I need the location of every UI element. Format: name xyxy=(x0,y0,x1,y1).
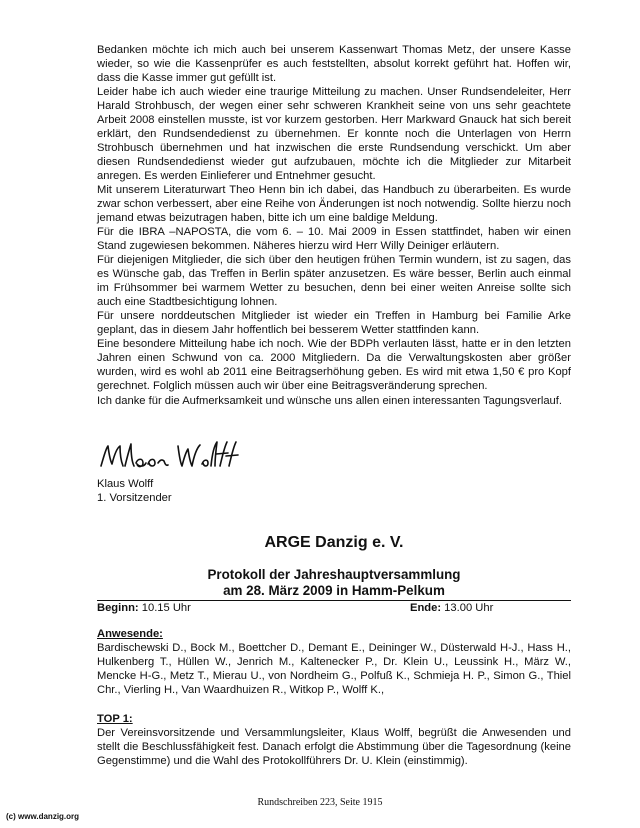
paragraph-handbook: Mit unserem Literaturwart Theo Henn bin ich dabei, das Handbuch zu überarbeiten. Es wurde zwar schon verbessert, aber eine Reihe von Änderungen ist noch notwendig. Sollte hierzu noch jemand etwas beizutragen haben, bitte ich um eine baldige Meldung. xyxy=(97,184,571,224)
begin-value: 10.15 Uhr xyxy=(138,602,191,614)
handwritten-signature xyxy=(98,436,248,478)
copyright-notice: (c) www.danzig.org xyxy=(6,812,80,821)
paragraph-ibra: Für die IBRA –NAPOSTA, die vom 6. – 10. Mai 2009 in Essen stattfindet, haben wir einen Stand zugewiesen bekommen. Näheres hierzu wird Herr Willy Deiniger erläutern. xyxy=(97,226,571,252)
paragraph-bdph: Eine besondere Mitteilung habe ich noch. Wie der BDPh verlauten lässt, hatte er in den letzten Jahren einen Schwund von ca. 2000 Mitgliedern. Da die Verwaltungskosten aber größer wurden, wird es wohl ab 2011 eine Beitragserhöhung geben. Es wird mit etwa 1,50 € pro Kopf gerechnet. Folglich müssen auch wir über eine Beitragsveränderung sprechen. xyxy=(97,338,571,392)
signature-text: Klaus Wolff xyxy=(98,477,103,478)
attendees-heading: Anwesende: xyxy=(97,628,163,640)
paragraph-treasurer: Bedanken möchte ich mich auch bei unserem Kassenwart Thomas Metz, der unsere Kasse wieder, so wie die Kassenprüfer es auch feststellten, absolut korrekt geführt hat. Hoffen wir, dass die Kasse immer gut gefüllt ist. xyxy=(97,44,571,84)
end-label: Ende: xyxy=(410,602,442,614)
closing-paragraph: Ich danke für die Aufmerksamkeit und wünsche uns allen einen interessanten Tagungsverlauf. xyxy=(97,395,562,407)
begin-label: Beginn: xyxy=(97,602,139,614)
protocol-title-line2: am 28. März 2009 in Hamm-Pelkum xyxy=(223,583,445,598)
page-footer: Rundschreiben 223, Seite 1915 xyxy=(257,797,383,808)
end-time xyxy=(410,601,493,615)
letter-body xyxy=(97,43,571,393)
end-value: 13.00 Uhr xyxy=(441,602,494,614)
meeting-times xyxy=(97,600,571,615)
attendees-list: Bardischewski D., Bock M., Boettcher D., Demant E., Deininger W., Düsterwald H-J., Hass H., Hulkenberg T., Hüllen W., Jenrich M., Kaltenecker P., Dr. Klein U., Leussink H., März W., Mencke H-G., Metz T., Mierau U., von Nordheim G., Polfuß K., Schmieja H. P., Simon G., Thiel Chr., Vierling H., Van Waardhuizen R., Witkop P., Wolff K., xyxy=(97,642,571,696)
top1-heading: TOP 1: xyxy=(97,713,133,725)
signer-role: 1. Vorsitzender xyxy=(97,492,172,504)
protocol-title-line1: Protokoll der Jahreshauptversammlung xyxy=(207,567,461,582)
paragraph-hamburg: Für unsere norddeutschen Mitglieder ist wieder ein Treffen in Hamburg bei Familie Arke geplant, das in diesem Jahr hoffentlich bei besserem Wetter stattfinden kann. xyxy=(97,310,571,336)
paragraph-circulation: Leider habe ich auch wieder eine traurige Mitteilung zu machen. Unser Rundsendeleiter, Herr Harald Strohbusch, der wegen einer sehr schweren Krankheit seine von uns sehr geachtete Arbeit 2008 einstellen musste, ist vor kurzem gestorben. Herr Markward Gnauck hat sich bereit erklärt, den Rundsendedienst zu übernehmen. Er konnte noch die Unterlagen von Herrn Strohbusch übernehmen und hat inzwischen die erste Rundsendung verschickt. Um aber diesen Rundsendedienst wieder gut aufzubauen, möchte ich die Mitglieder zur Mitarbeit anregen. Es werden Einlieferer und Entnehmer gesucht. xyxy=(97,86,571,182)
organization-title: ARGE Danzig e. V. xyxy=(264,534,404,551)
top1-text: Der Vereinsvorsitzende und Versammlungsleiter, Klaus Wolff, begrüßt die Anwesenden und stellt die Beschlussfähigkeit fest. Danach erfolgt die Abstimmung über die Tagesordnung (keine Gegenstimme) und die Wahl des Protokollführers Dr. U. Klein (einstimmig). xyxy=(97,727,571,767)
signer-name: Klaus Wolff xyxy=(97,478,154,490)
begin-time xyxy=(97,601,191,615)
signer-block xyxy=(97,477,172,505)
paragraph-meeting-date: Für diejenigen Mitglieder, die sich über den heutigen frühen Termin wundern, ist zu sagen, das es Wünsche gab, das Treffen in Berlin später anzusetzen. Es wäre besser, Berlin auch einmal im Frühsommer bei warmem Wetter zu besuchen, denn bei einer weiten Anreise sollte sich auch eine Stadtbesichtigung lohnen. xyxy=(97,254,571,308)
protocol-title xyxy=(97,567,571,599)
